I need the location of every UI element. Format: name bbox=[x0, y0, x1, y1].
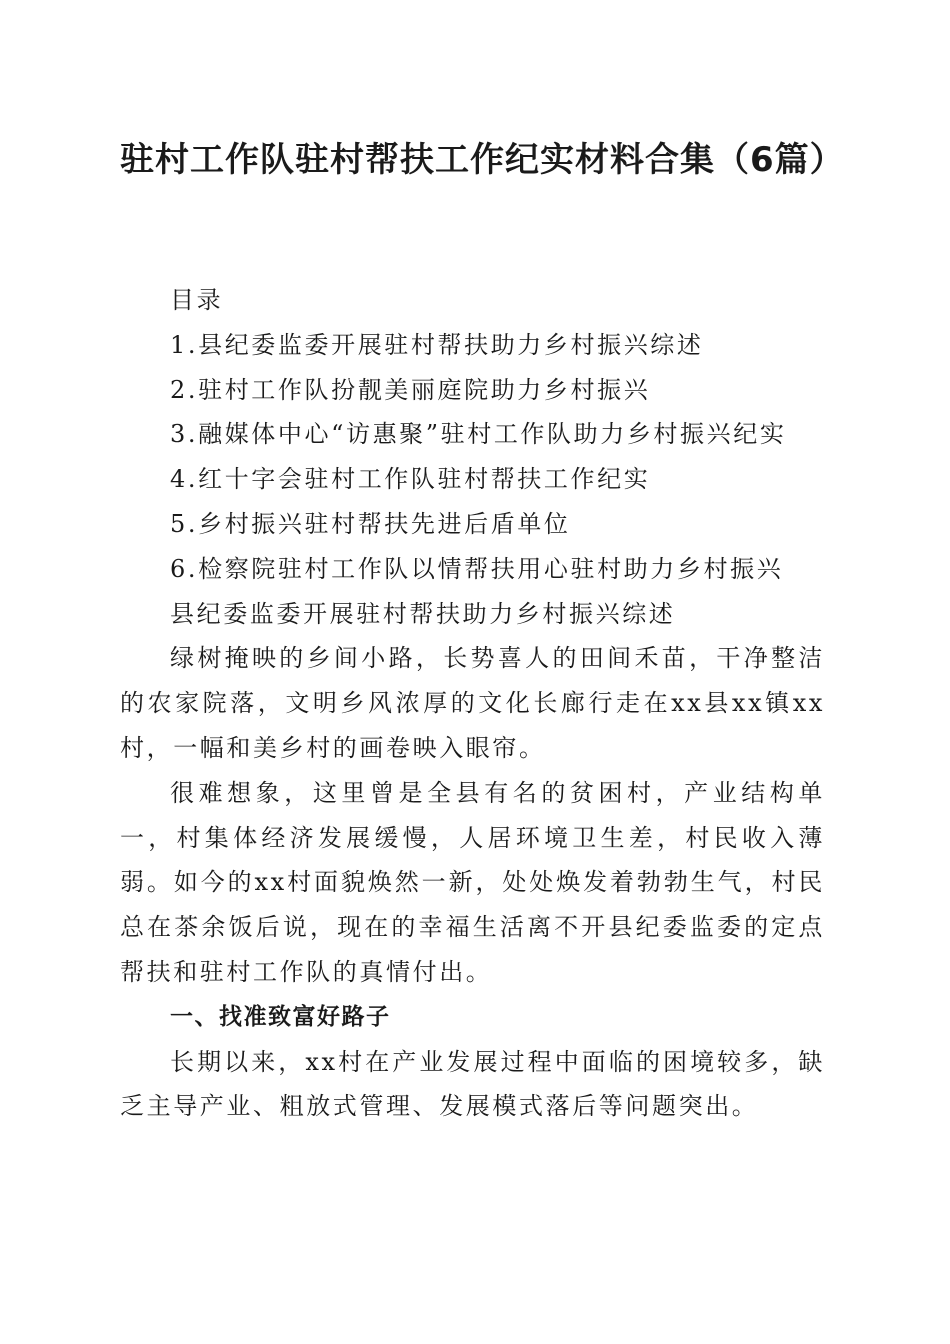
toc-heading: 目录 bbox=[170, 286, 224, 314]
document-title: 驻村工作队驻村帮扶工作纪实材料合集（6篇） bbox=[120, 140, 845, 180]
paragraph: 很难想象，这里曾是全县有名的贫困村，产业结构单一，村集体经济发展缓慢，人居环境卫生差，村民收入薄弱。如今的xx村面貌焕然一新，处处焕发着勃勃生气，村民总在茶余饭后说，现在的幸福生活离不开县纪委监委的定点帮扶和驻村工作队的真情付出。 bbox=[120, 778, 825, 986]
toc-item: 5.乡村振兴驻村帮扶先进后盾单位 bbox=[170, 509, 571, 538]
toc-item: 6.检察院驻村工作队以情帮扶用心驻村助力乡村振兴 bbox=[170, 554, 784, 583]
toc-item: 4.红十字会驻村工作队驻村帮扶工作纪实 bbox=[170, 465, 651, 494]
toc-item: 2.驻村工作队扮靓美丽庭院助力乡村振兴 bbox=[170, 375, 651, 404]
article-title: 县纪委监委开展驻村帮扶助力乡村振兴综述 bbox=[170, 599, 676, 628]
document-body bbox=[120, 278, 825, 1129]
toc-item: 3.融媒体中心“访惠聚”驻村工作队助力乡村振兴纪实 bbox=[170, 420, 787, 449]
section-heading: 一、找准致富好路子 bbox=[170, 1003, 391, 1030]
paragraph: 绿树掩映的乡间小路，长势喜人的田间禾苗，干净整洁的农家院落，文明乡风浓厚的文化长廊行走在xx县xx镇xx村，一幅和美乡村的画卷映入眼帘。 bbox=[120, 644, 825, 762]
paragraph: 长期以来，xx村在产业发展过程中面临的困境较多，缺乏主导产业、粗放式管理、发展模式落后等问题突出。 bbox=[120, 1047, 825, 1121]
toc-item: 1.县纪委监委开展驻村帮扶助力乡村振兴综述 bbox=[170, 330, 704, 359]
